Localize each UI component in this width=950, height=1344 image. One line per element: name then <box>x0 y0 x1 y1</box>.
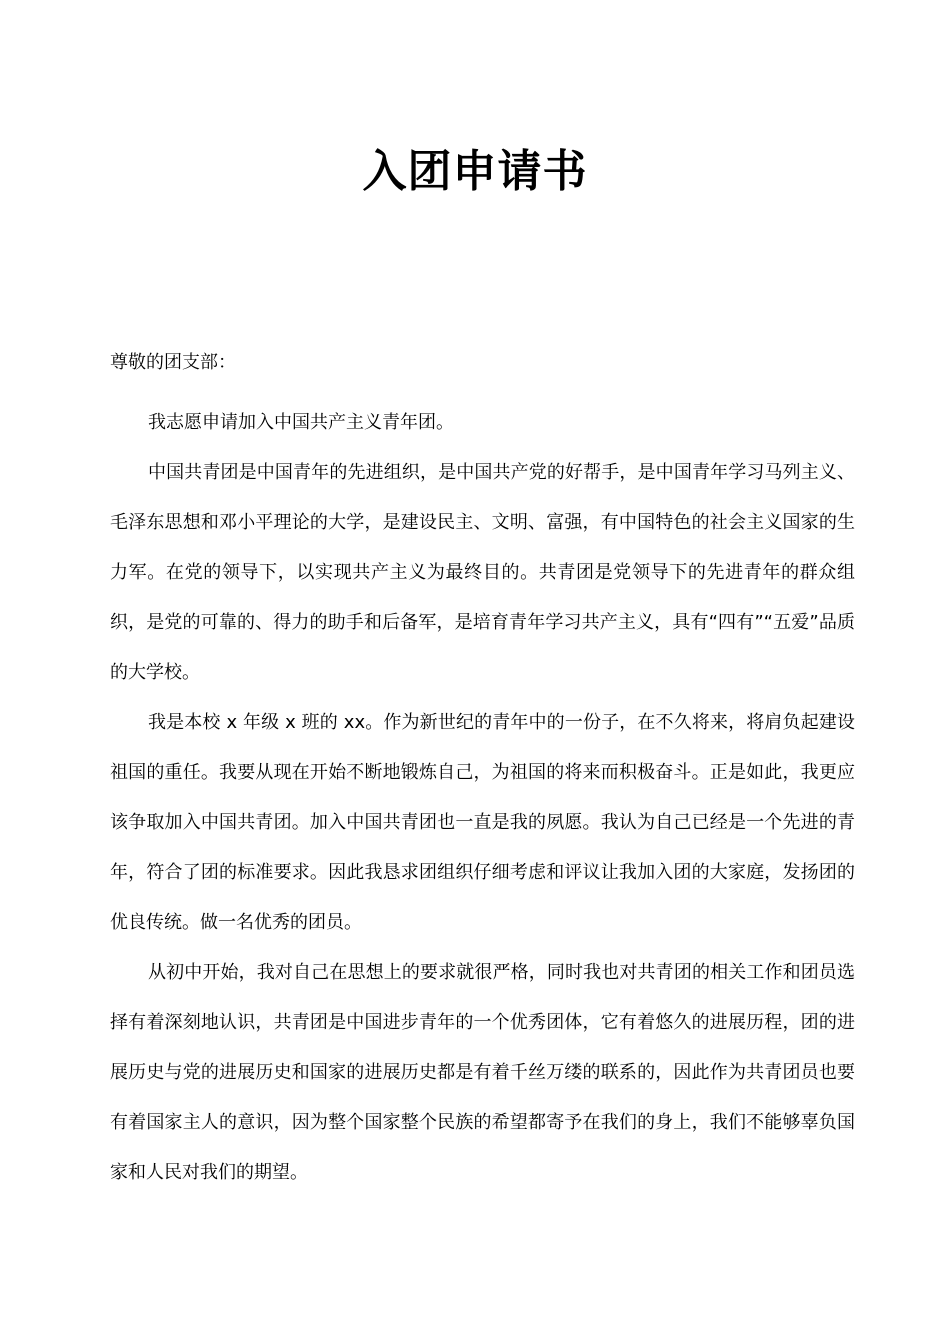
salutation: 尊敬的团支部： <box>110 352 236 373</box>
document-body <box>110 348 855 1198</box>
document-title: 入团申请书 <box>362 146 588 197</box>
paragraph-1: 我志愿申请加入中国共产主义青年团。 <box>148 412 454 433</box>
paragraph-2: 中国共青团是中国青年的先进组织，是中国共产党的好帮手，是中国青年学习马列主义、毛泽东思想和邓小平理论的大学，是建设民主、文明、富强，有中国特色的社会主义国家的生力军。在党的领导下，以实现共产主义为最终目的。共青团是党领导下的先进青年的群众组织，是党的可靠的、得力的助手和后备军，是培育青年学习共产主义，具有“四有”“五爱”品质的大学校。 <box>110 462 855 683</box>
paragraph-3: 我是本校 x 年级 x 班的 xx。作为新世纪的青年中的一份子，在不久将来，将肩负起建设祖国的重任。我要从现在开始不断地锻炼自己，为祖国的将来而积极奋斗。正是如此，我更应该争取加入中国共青团。加入中国共青团也一直是我的夙愿。我认为自己已经是一个先进的青年，符合了团的标准要求。因此我恳求团组织仔细考虑和评议让我加入团的大家庭，发扬团的优良传统。做一名优秀的团员。 <box>110 712 855 933</box>
paragraph-4: 从初中开始，我对自己在思想上的要求就很严格，同时我也对共青团的相关工作和团员选择有着深刻地认识，共青团是中国进步青年的一个优秀团体，它有着悠久的进展历程，团的进展历史与党的进展历史和国家的进展历史都是有着千丝万缕的联系的，因此作为共青团员也要有着国家主人的意识，因为整个国家整个民族的希望都寄予在我们的身上，我们不能够辜负国家和人民对我们的期望。 <box>110 962 855 1183</box>
